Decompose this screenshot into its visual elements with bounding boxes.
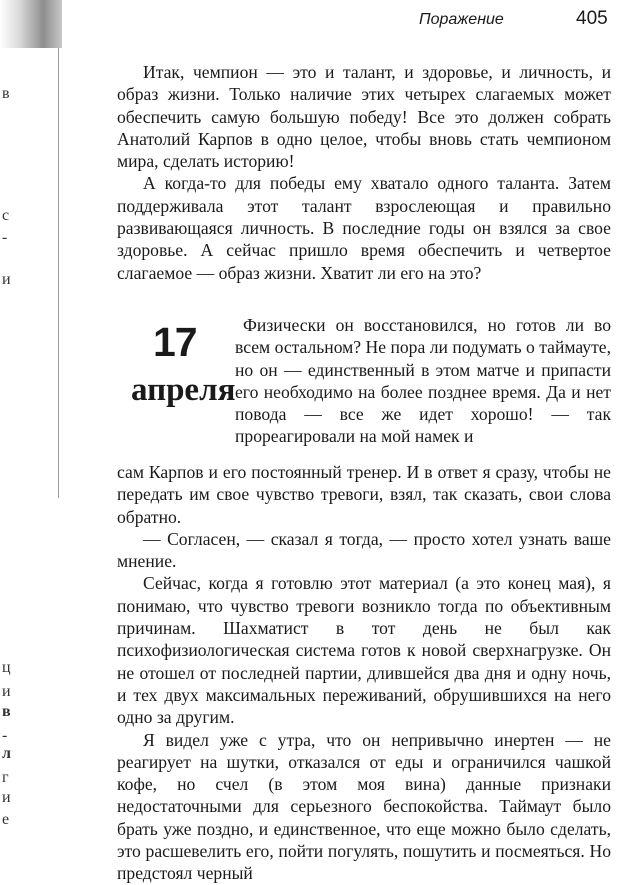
page-number: 405 <box>576 8 608 29</box>
facing-page-glyph: в <box>2 703 11 720</box>
facing-page-glyph: - <box>2 727 8 744</box>
diary-opening-text: Физически он восстановился, но готов ли во всем остальном? Не пора ли подумать о таймауте, но он — единственный в этом матче и припасти его необходимо на более позднее время. Да и нет повода — все же идет хорошо! — так прореагировали на мой намек и <box>235 315 611 447</box>
facing-page-glyph: в <box>2 85 10 102</box>
facing-page-glyph: с <box>2 207 10 224</box>
paragraph: А когда-то для победы ему хватало одного таланта. Затем поддерживала этот талант взрослеющая и правильно развивающаяся личность. В последние годы он взялся за свое здоровье. А сейчас пришло время обеспечить и четвертое слагаемое — образ жизни. Хватит ли его на это? <box>117 173 611 283</box>
body-text-block <box>117 461 611 885</box>
paragraph: — Согласен, — сказал я тогда, — просто хотел узнать ваше мнение. <box>117 528 611 572</box>
facing-page-glyph: и <box>2 683 11 700</box>
paragraph: Итак, чемпион — это и талант, и здоровье, и личность, и образ жизни. Только наличие этих четырех слагаемых может обеспечить самую большую победу! Все это должен собрать Анатолий Карпов в одно целое, чтобы вновь стать чемпионом мира, сделать историю! <box>117 62 611 172</box>
diary-date <box>117 320 235 438</box>
running-title: Поражение <box>419 11 504 28</box>
diary-entry <box>117 314 611 460</box>
facing-page-glyph: и <box>2 789 11 806</box>
diary-date-day: 17 <box>153 319 197 365</box>
facing-page-glyph: е <box>2 811 10 828</box>
paragraph: Я видел уже с утра, что он непривычно инертен — не реагирует на шутки, отказался от еды и ограничился чашкой кофе, но счел (в этом моя вина) данные признаки недостаточными для серьезного беспокойства. Таймаут было брать уже поздно, и единственное, что еще можно было сделать, это расшевелить его, пойти погулять, пошутить и посмеяться. Но предстоял черный <box>117 729 611 884</box>
intro-text-block <box>117 61 611 284</box>
paragraph: Сейчас, когда я готовлю этот материал (а это конец мая), я понимаю, что чувство тревоги возникло тогда по объективным причинам. Шахматист в тот день не был как психофизиологическая система готов к новой сверхнагрузке. Он не отошел от последней партии, длившейся два дня и одну ночь, и тех двух максимальных переживаний, обрушившихся на него одно за другим. <box>117 573 611 728</box>
facing-page-glyph: - <box>2 229 8 246</box>
facing-page-glyph: и <box>2 271 11 288</box>
facing-page-glyph: г <box>2 769 9 786</box>
paragraph: сам Карпов и его постоянный тренер. И в ответ я сразу, чтобы не передать им свое чувство тревоги, взял, так сказать, свои слова обратно. <box>117 462 611 527</box>
diary-date-month: апреля <box>131 372 236 408</box>
page-header <box>0 8 620 32</box>
facing-page-glyph: ц <box>2 659 11 676</box>
facing-page-glyph: л <box>2 745 11 762</box>
page-gutter-line <box>58 48 59 498</box>
